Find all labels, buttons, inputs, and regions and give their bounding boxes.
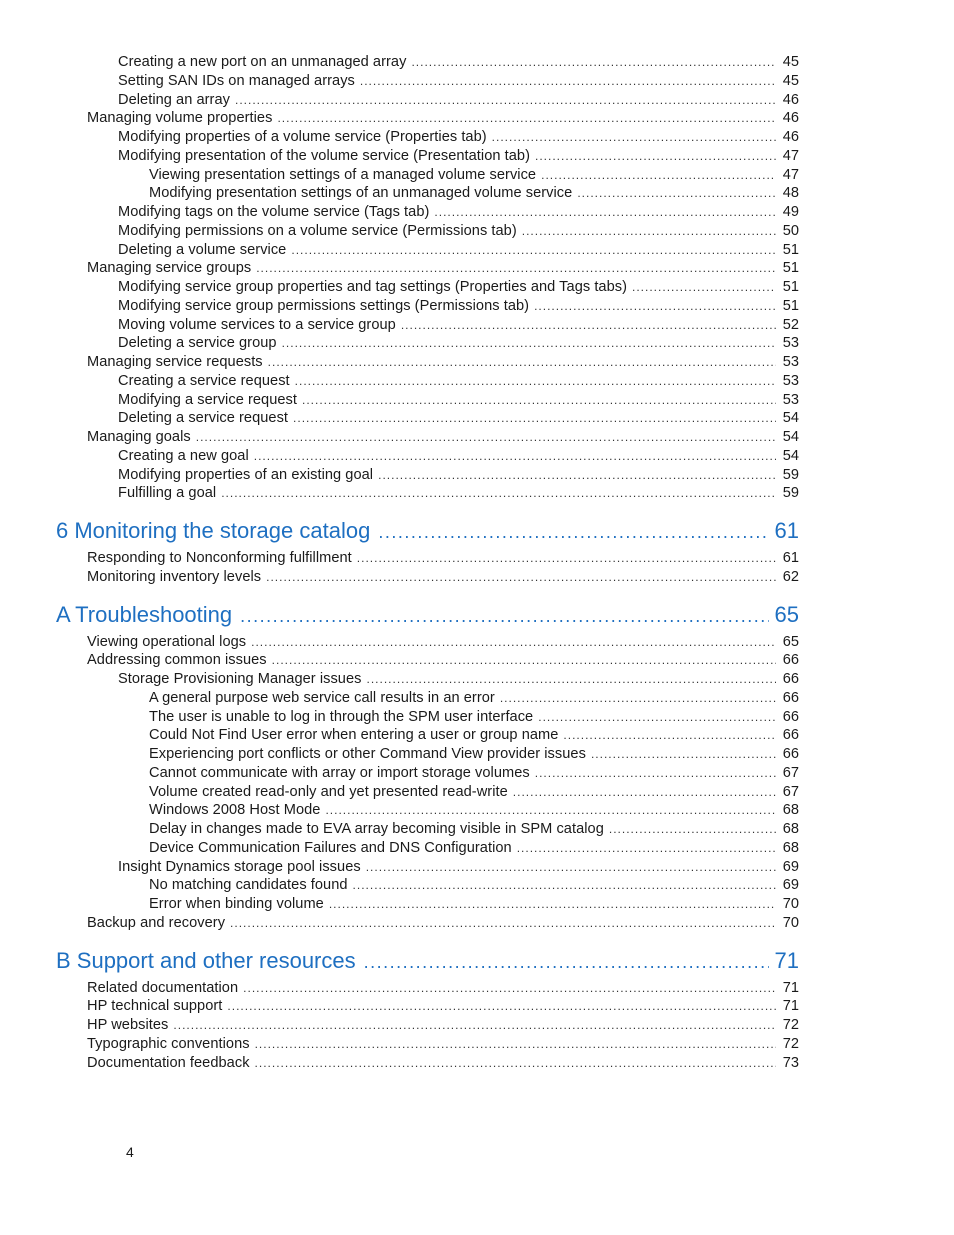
entry-page-number: 66 [782,652,799,669]
toc-entry[interactable] [0,549,954,568]
dot-leader [221,484,776,503]
entry-page-number: 68 [782,839,799,856]
toc-entry[interactable] [0,53,954,72]
entry-title: Managing service requests [87,354,263,370]
dot-leader [251,633,776,652]
entry-page-number: 71 [782,979,799,996]
dot-leader [411,53,776,72]
toc-entry[interactable] [0,259,954,278]
entry-page-number: 53 [782,372,799,389]
dot-leader [353,876,776,895]
entry-page-number: 50 [782,222,799,239]
entry-title: Related documentation [87,979,239,996]
entry-page-number: 67 [782,783,799,800]
toc-entry[interactable] [0,91,954,110]
entry-page-number: 53 [782,354,799,370]
toc-entry[interactable] [0,1054,954,1073]
dot-leader [434,203,776,222]
toc-entry[interactable] [0,72,954,91]
entry-title: Modifying presentation settings of an unmanaged volume service [149,185,573,202]
entry-page-number: 51 [782,297,799,314]
entry-page-number: 59 [782,466,799,483]
entry-title: Creating a new port on an unmanaged array [118,54,407,70]
dot-leader [492,128,776,147]
toc-entry[interactable] [0,278,954,297]
entry-page-number: 45 [782,72,799,89]
dot-leader [360,72,776,91]
entry-page-number: 59 [782,485,799,502]
entry-page-number: 51 [782,279,799,295]
dot-leader [256,259,776,278]
toc-entry[interactable] [0,764,954,783]
entry-title: Windows 2008 Host Mode [149,802,321,819]
toc-entry[interactable] [0,633,954,652]
dot-leader [254,447,776,466]
entry-page-number: 66 [782,746,799,762]
chapter-page-number: 71 [774,947,799,973]
entry-title: Cannot communicate with array or import storage volumes [149,764,530,781]
entry-title: A general purpose web service call results in an error [149,689,495,706]
dot-leader [240,598,768,634]
entry-page-number: 72 [782,1017,799,1033]
toc-entry[interactable] [0,568,954,587]
toc-entry[interactable] [0,166,954,185]
entry-page-number: 70 [782,896,799,912]
toc-chapter-heading[interactable] [0,943,954,979]
entry-page-number: 45 [782,54,799,70]
dot-leader [227,997,776,1016]
dot-leader [282,334,776,353]
dot-leader [563,726,776,745]
entry-title: Deleting a volume service [118,241,287,258]
entry-title: Viewing operational logs [87,633,247,650]
entry-page-number: 70 [782,914,799,931]
toc-entry[interactable] [0,670,954,689]
toc-entry[interactable] [0,979,954,998]
entry-page-number: 69 [782,858,799,875]
entry-title: No matching candidates found [149,877,348,894]
entry-title: Modifying service group properties and tag settings (Properties and Tags tabs) [118,279,628,295]
dot-leader [364,944,769,980]
entry-page-number: 66 [782,708,799,725]
entry-title: Modifying properties of an existing goal [118,466,374,483]
entry-page-number: 54 [782,447,799,464]
dot-leader [401,316,776,335]
entry-page-number: 68 [782,821,799,837]
toc-entry[interactable] [0,839,954,858]
dot-leader [272,651,776,670]
entry-title: Monitoring inventory levels [87,568,262,585]
toc-entry[interactable] [0,726,954,745]
entry-page-number: 52 [782,316,799,333]
entry-page-number: 53 [782,391,799,408]
toc-entry[interactable] [0,184,954,203]
table-of-contents [0,53,954,1072]
toc-entry[interactable] [0,241,954,260]
toc-entry[interactable] [0,466,954,485]
entry-title: Insight Dynamics storage pool issues [118,858,361,875]
entry-title: HP websites [87,1017,169,1033]
dot-leader [196,428,776,447]
entry-title: Moving volume services to a service group [118,316,396,333]
dot-leader [500,689,776,708]
dot-leader [173,1016,776,1035]
dot-leader [367,670,777,689]
dot-leader [230,914,776,933]
entry-page-number: 72 [782,1035,799,1052]
entry-title: Volume created read-only and yet presented read-write [149,783,508,800]
toc-entry[interactable] [0,147,954,166]
entry-page-number: 54 [782,429,799,445]
dot-leader [277,109,776,128]
entry-page-number: 73 [782,1054,799,1071]
dot-leader [291,241,776,260]
entry-page-number: 47 [782,166,799,183]
entry-title: Deleting an array [118,91,230,108]
toc-entry[interactable] [0,783,954,802]
entry-page-number: 46 [782,110,799,127]
entry-title: Modifying tags on the volume service (Tags tab) [118,204,430,220]
dot-leader [378,466,776,485]
entry-page-number: 62 [782,568,799,585]
dot-leader [517,839,776,858]
toc-entry[interactable] [0,651,954,670]
entry-page-number: 49 [782,204,799,220]
toc-entry[interactable] [0,484,954,503]
dot-leader [522,222,776,241]
entry-title: HP technical support [87,998,223,1015]
entry-title: Modifying a service request [118,391,297,408]
dot-leader [255,1054,776,1073]
toc-entry[interactable] [0,876,954,895]
entry-title: Creating a service request [118,372,290,389]
toc-entry[interactable] [0,297,954,316]
entry-page-number: 47 [782,147,799,164]
entry-title: Deleting a service group [118,335,277,352]
toc-entry[interactable] [0,316,954,335]
dot-leader [534,297,776,316]
entry-page-number: 66 [782,671,799,687]
entry-page-number: 51 [782,260,799,277]
dot-leader [609,820,776,839]
toc-entry[interactable] [0,1016,954,1035]
entry-page-number: 65 [782,633,799,650]
dot-leader [235,91,776,110]
entry-title: Could Not Find User error when entering a user or group name [149,727,559,744]
dot-leader [255,1035,776,1054]
entry-page-number: 61 [782,550,799,566]
dot-leader [378,514,768,550]
toc-chapter-heading[interactable] [0,513,954,549]
dot-leader [366,858,776,877]
dot-leader [632,278,776,297]
toc-entry[interactable] [0,745,954,764]
entry-page-number: 68 [782,802,799,819]
toc-entry[interactable] [0,1035,954,1054]
toc-entry[interactable] [0,997,954,1016]
dot-leader [513,783,776,802]
entry-title: Managing volume properties [87,110,273,127]
entry-title: Error when binding volume [149,896,324,912]
toc-entry[interactable] [0,895,954,914]
entry-title: Managing goals [87,429,191,445]
dot-leader [268,353,776,372]
toc-entry[interactable] [0,109,954,128]
dot-leader [325,801,776,820]
dot-leader [266,568,776,587]
dot-leader [329,895,776,914]
dot-leader [591,745,776,764]
entry-title: Deleting a service request [118,410,289,427]
entry-page-number: 66 [782,689,799,706]
entry-title: Backup and recovery [87,914,226,931]
entry-title: Experiencing port conflicts or other Command View provider issues [149,746,586,762]
dot-leader [541,166,776,185]
entry-title: Fulfilling a goal [118,485,217,502]
entry-page-number: 46 [782,129,799,145]
chapter-page-number: 65 [774,601,799,627]
dot-leader [243,979,776,998]
toc-entry[interactable] [0,914,954,933]
entry-title: Viewing presentation settings of a managed volume service [149,166,537,183]
entry-page-number: 51 [782,241,799,258]
dot-leader [302,391,776,410]
toc-entry[interactable] [0,372,954,391]
entry-title: Modifying service group permissions settings (Permissions tab) [118,297,530,314]
entry-title: Modifying properties of a volume service (Properties tab) [118,129,487,145]
toc-entry[interactable] [0,801,954,820]
entry-title: Setting SAN IDs on managed arrays [118,72,355,89]
entry-title: Managing service groups [87,260,252,277]
dot-leader [295,372,776,391]
toc-entry[interactable] [0,708,954,727]
entry-page-number: 67 [782,764,799,781]
toc-entry[interactable] [0,391,954,410]
chapter-title: 6 Monitoring the storage catalog [56,518,371,543]
dot-leader [357,549,776,568]
dot-leader [577,184,776,203]
toc-entry[interactable] [0,820,954,839]
chapter-title: B Support and other resources [56,947,356,973]
entry-page-number: 53 [782,335,799,352]
chapter-page-number: 61 [774,518,799,543]
entry-page-number: 71 [782,998,799,1015]
entry-title: Creating a new goal [118,447,249,464]
toc-entry[interactable] [0,353,954,372]
toc-chapter-heading[interactable] [0,597,954,633]
entry-title: Documentation feedback [87,1054,250,1071]
toc-entry[interactable] [0,428,954,447]
dot-leader [535,147,776,166]
entry-title: Modifying presentation of the volume service (Presentation tab) [118,147,530,164]
entry-page-number: 69 [782,877,799,894]
entry-page-number: 66 [782,727,799,744]
toc-entry[interactable] [0,409,954,428]
dot-leader [538,708,776,727]
toc-entry[interactable] [0,222,954,241]
entry-title: Typographic conventions [87,1035,250,1052]
toc-entry[interactable] [0,447,954,466]
dot-leader [293,409,776,428]
toc-entry[interactable] [0,858,954,877]
toc-entry[interactable] [0,334,954,353]
chapter-title: A Troubleshooting [56,601,233,627]
entry-title: The user is unable to log in through the SPM user interface [149,708,534,725]
toc-entry[interactable] [0,689,954,708]
page-number: 4 [126,1144,134,1160]
entry-title: Delay in changes made to EVA array becoming visible in SPM catalog [149,821,604,837]
entry-page-number: 48 [782,185,799,202]
toc-entry[interactable] [0,128,954,147]
entry-title: Modifying permissions on a volume service (Permissions tab) [118,222,517,239]
dot-leader [535,764,776,783]
entry-page-number: 54 [782,410,799,427]
entry-title: Responding to Nonconforming fulfillment [87,550,352,566]
entry-title: Storage Provisioning Manager issues [118,671,362,687]
entry-title: Device Communication Failures and DNS Configuration [149,839,512,856]
entry-page-number: 46 [782,91,799,108]
toc-entry[interactable] [0,203,954,222]
entry-title: Addressing common issues [87,652,267,669]
